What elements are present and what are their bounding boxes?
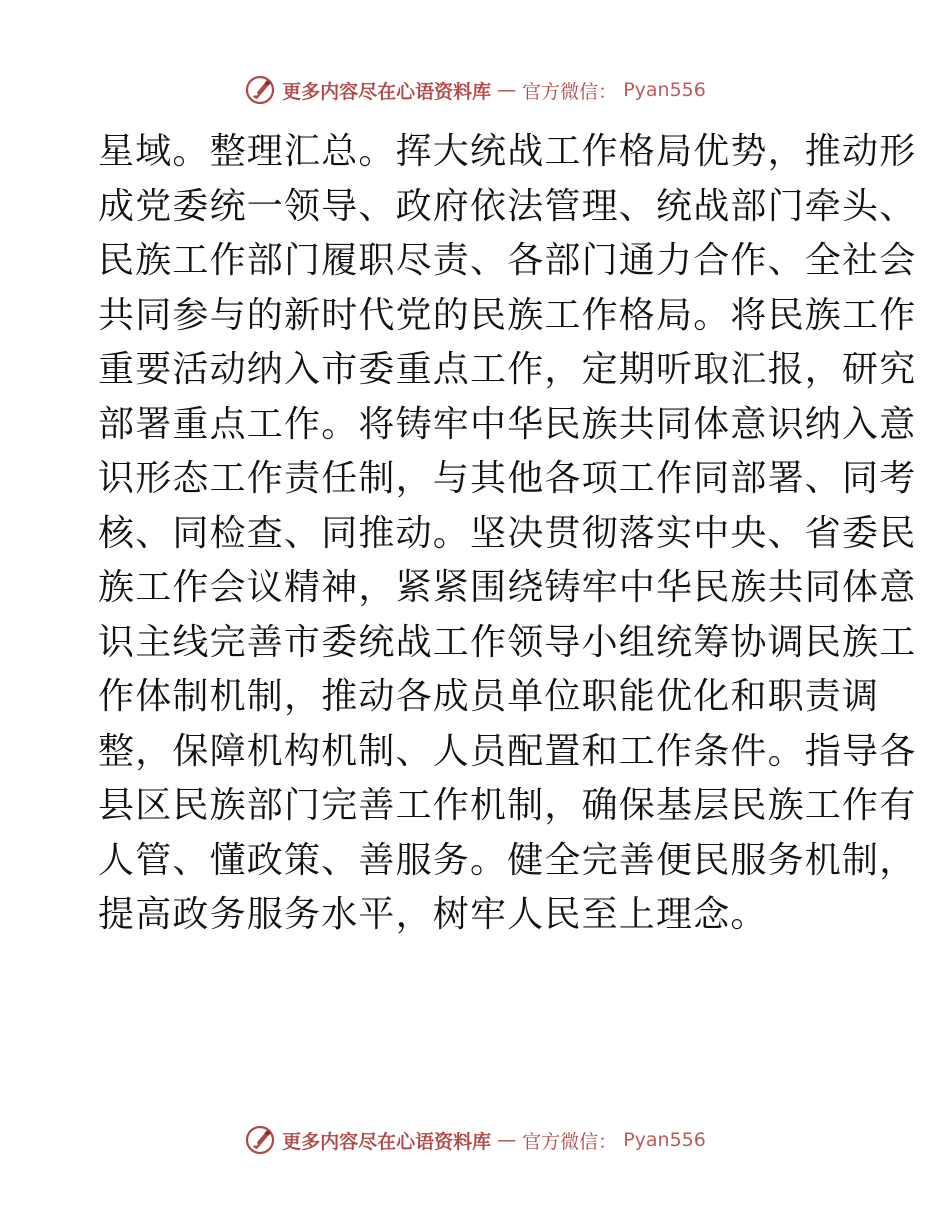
text-line: 重要活动纳入市委重点工作，定期听取汇报，研究 — [98, 349, 917, 390]
watermark-separator: — — [497, 1129, 517, 1151]
watermark-site-text: 更多内容尽在心语资料库 — [282, 80, 492, 103]
document-body — [98, 125, 917, 943]
header-watermark — [0, 73, 950, 107]
watermark-contact-id: Pyan556 — [623, 79, 706, 101]
text-line: 部署重点工作。将铸牢中华民族共同体意识纳入意 — [98, 403, 917, 445]
footer-watermark — [0, 1123, 950, 1157]
watermark-contact-id: Pyan556 — [623, 1129, 706, 1151]
pen-nib-logo-icon — [244, 1124, 276, 1156]
watermark-contact-label: 官方微信： — [522, 1130, 618, 1153]
text-line: 星域。整理汇总。挥大统战工作格局优势，推动形 — [98, 131, 917, 172]
text-line: 民族工作部门履职尽责、各部门通力合作、全社会 — [98, 240, 917, 281]
text-line: 人管、懂政策、善服务。健全完善便民服务机制， — [98, 839, 917, 881]
text-line: 提高政务服务水平，树牢人民至上理念。 — [98, 894, 768, 935]
text-line: 族工作会议精神，紧紧围绕铸牢中华民族共同体意 — [98, 567, 917, 608]
text-line: 成党委统一领导、政府依法管理、统战部门牵头、 — [98, 185, 917, 227]
text-line: 识主线完善市委统战工作领导小组统筹协调民族工 — [98, 621, 917, 663]
watermark-contact-label: 官方微信： — [522, 80, 618, 103]
text-line: 识形态工作责任制，与其他各项工作同部署、同考 — [98, 458, 917, 499]
watermark-separator: — — [497, 79, 517, 101]
text-line: 整，保障机构机制、人员配置和工作条件。指导各 — [98, 730, 917, 772]
text-line: 县区民族部门完善工作机制，确保基层民族工作有 — [98, 785, 917, 826]
watermark-site-text: 更多内容尽在心语资料库 — [282, 1130, 492, 1153]
text-line: 共同参与的新时代党的民族工作格局。将民族工作 — [98, 294, 917, 336]
text-line: 核、同检查、同推动。坚决贯彻落实中央、省委民 — [98, 512, 917, 554]
pen-nib-logo-icon — [244, 74, 276, 106]
text-line: 作体制机制，推动各成员单位职能优化和职责调 — [98, 676, 880, 717]
